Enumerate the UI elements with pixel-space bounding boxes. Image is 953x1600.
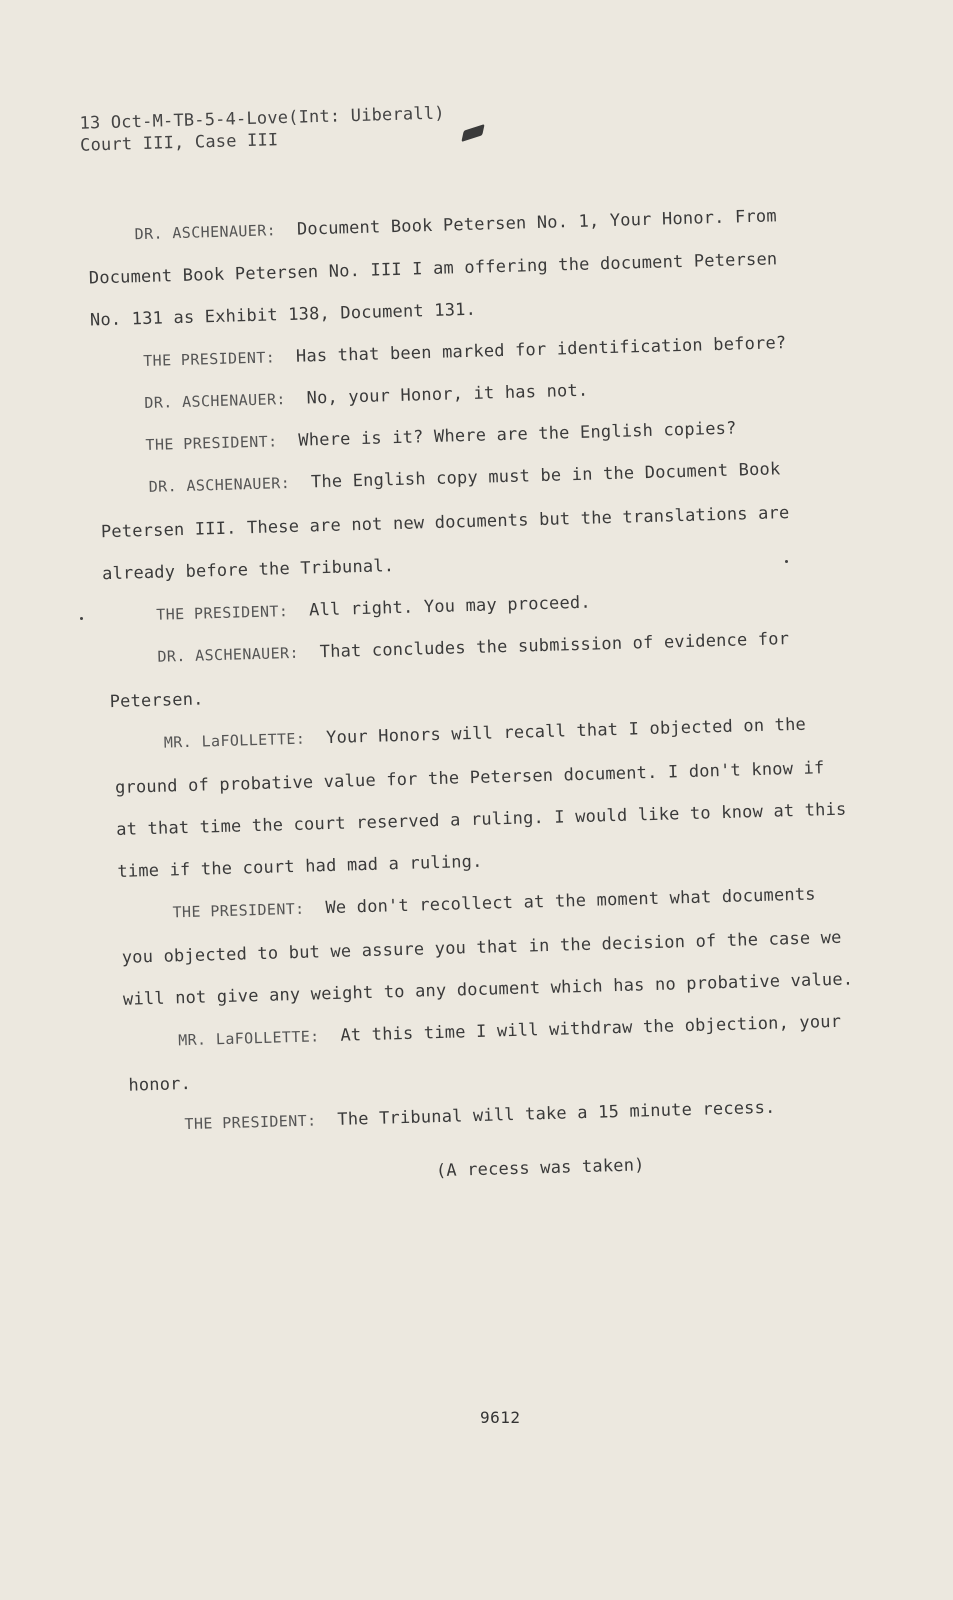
transcript-line [156, 593, 591, 625]
transcript-line [157, 629, 789, 667]
speech-text: The English copy must be in the Document Book [310, 459, 781, 493]
recess-note: (A recess was taken) [435, 1155, 645, 1182]
speaker-label: MR. LaFOLLETTE: [163, 729, 306, 752]
speaker-label: THE PRESIDENT: [172, 899, 305, 922]
speaker-label: THE PRESIDENT: [156, 602, 289, 624]
speech-text: All right. You may proceed. [308, 592, 592, 621]
transcript-line: Petersen III. These are not new documents but the translations are [100, 503, 790, 543]
transcript-line [184, 1098, 775, 1134]
speaker-label: DR. ASCHENAUER: [144, 390, 287, 413]
transcript-line: honor. [128, 1073, 192, 1096]
speaker-label: DR. ASCHENAUER: [157, 643, 300, 666]
transcript-line [164, 715, 807, 753]
header-court: Court III, Case III [79, 130, 279, 156]
speaker-label: THE PRESIDENT: [184, 1111, 317, 1134]
speech-text: That concludes the submission of evidence for [319, 629, 790, 663]
transcript-line: already before the Tribunal. [101, 556, 395, 585]
speech-text: At this time I will withdraw the objection, your [340, 1011, 842, 1046]
transcript-line [178, 1012, 842, 1051]
transcript-line: at that time the court reserved a ruling. I would like to know at this [116, 799, 847, 840]
speaker-label: THE PRESIDENT: [145, 432, 278, 454]
transcript-line: Petersen. [109, 689, 204, 713]
transcript-line [145, 418, 736, 454]
speech-text: We don't recollect at the moment what documents [325, 884, 816, 919]
speaker-label: MR. LaFOLLETTE: [177, 1027, 320, 1050]
speech-text: Document Book Petersen No. 1, Your Honor. From [296, 206, 778, 240]
transcript-line [144, 381, 588, 413]
transcript-line [148, 459, 780, 497]
transcript-line: time if the court had mad a ruling. [117, 851, 483, 882]
speech-text: Your Honors will recall that I objected on the [325, 714, 807, 749]
speech-text: No, your Honor, it has not. [306, 380, 589, 409]
transcript-line: Document Book Petersen No. III I am offering the document Petersen [88, 249, 778, 289]
speaker-label: DR. ASCHENAUER: [148, 473, 291, 496]
header-reference: 13 Oct-M-TB-5-4-Love(Int: Uiberall) [79, 103, 445, 134]
speech-text: Where is it? Where are the English copies? [298, 418, 737, 451]
speech-text: The Tribunal will take a 15 minute recess. [337, 1097, 776, 1130]
transcript-line [134, 206, 777, 244]
transcript-line: No. 131 as Exhibit 138, Document 131. [89, 299, 477, 331]
transcript-line [172, 884, 816, 922]
transcript-line: you objected to but we assure you that in the decision of the case we [121, 927, 842, 968]
transcript-line: ground of probative value for the Petersen document. I don't know if [114, 758, 825, 798]
transcript-line [143, 333, 787, 371]
speech-text: Has that been marked for identification before? [295, 333, 787, 367]
speaker-label: THE PRESIDENT: [142, 348, 276, 371]
speaker-label: DR. ASCHENAUER: [134, 221, 277, 244]
transcript-line: will not give any weight to any document which has no probative value. [122, 969, 854, 1010]
page-number: 9612 [480, 1408, 521, 1427]
